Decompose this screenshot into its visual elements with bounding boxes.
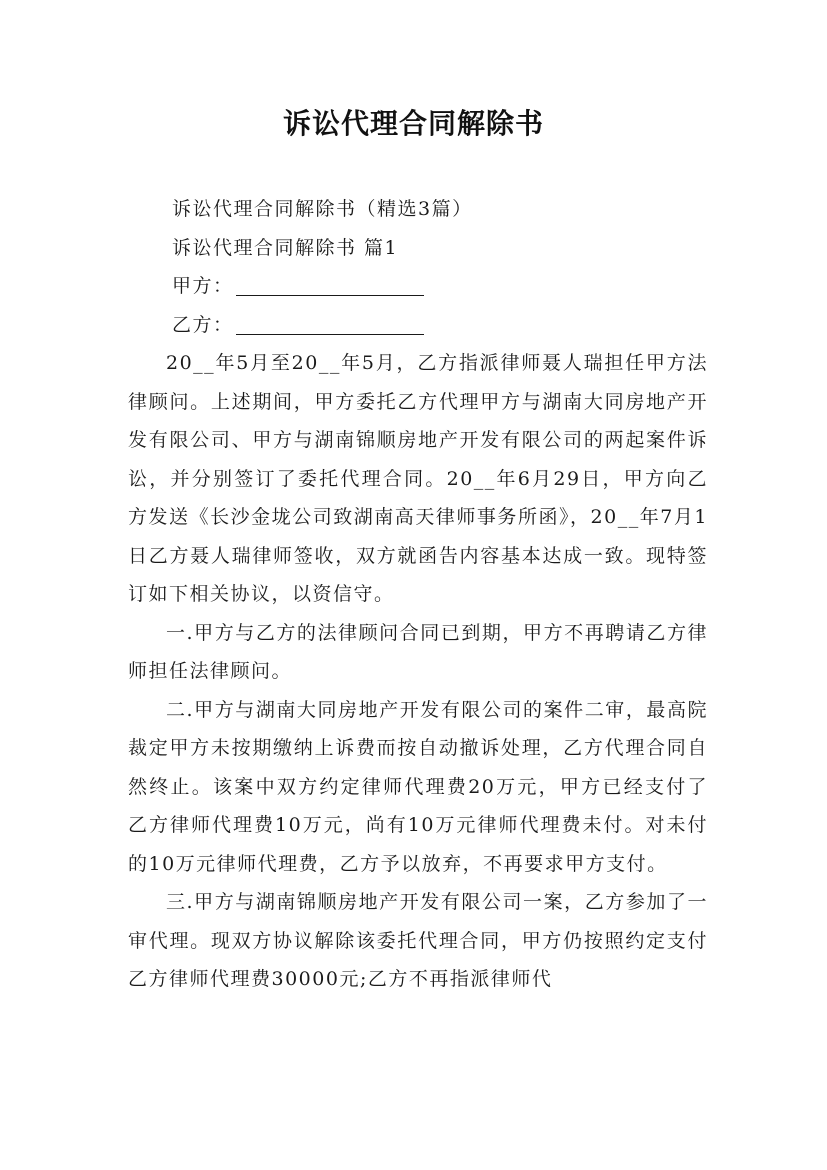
document-body [128,190,708,999]
party-a-line [128,267,708,306]
paragraph-clause-2: 二.甲方与湖南大同房地产开发有限公司的案件二审，最高院裁定甲方未按期缴纳上诉费而按自动撤诉处理，乙方代理合同自然终止。该案中双方约定律师代理费20万元，甲方已经支付了乙方律师代理费10万元，尚有10万元律师代理费未付。对未付的10万元律师代理费，乙方予以放弃，不再要求甲方支付。 [128,698,708,875]
section-heading: 诉讼代理合同解除书 篇1 [172,236,399,259]
party-a-blank [236,275,424,296]
party-b-blank [236,314,424,335]
document-title: 诉讼代理合同解除书 [282,107,544,140]
party-b-label: 乙方： [172,313,234,336]
paragraph-clause-3: 三.甲方与湖南锦顺房地产开发有限公司一案，乙方参加了一审代理。现双方协议解除该委托代理合同，甲方仍按照约定支付乙方律师代理费30000元;乙方不再指派律师代 [128,891,708,990]
paragraph-intro: 20__年5月至20__年5月，乙方指派律师聂人瑞担任甲方法律顾问。上述期间，甲方委托乙方代理甲方与湖南大同房地产开发有限公司、甲方与湖南锦顺房地产开发有限公司的两起案件诉讼，并分别签订了委托代理合同。20__年6月29日，甲方向乙方发送《长沙金垅公司致湖南高天律师事务所函》，20__年7月1日乙方聂人瑞律师签收，双方就函告内容基本达成一致。现特签订如下相关协议，以资信守。 [128,352,708,605]
paragraph-clause-1: 一.甲方与乙方的法律顾问合同已到期，甲方不再聘请乙方律师担任法律顾问。 [128,621,708,682]
document-subtitle: 诉讼代理合同解除书（精选3篇） [172,198,473,220]
party-a-label: 甲方： [172,275,234,297]
party-b-line [128,306,708,345]
